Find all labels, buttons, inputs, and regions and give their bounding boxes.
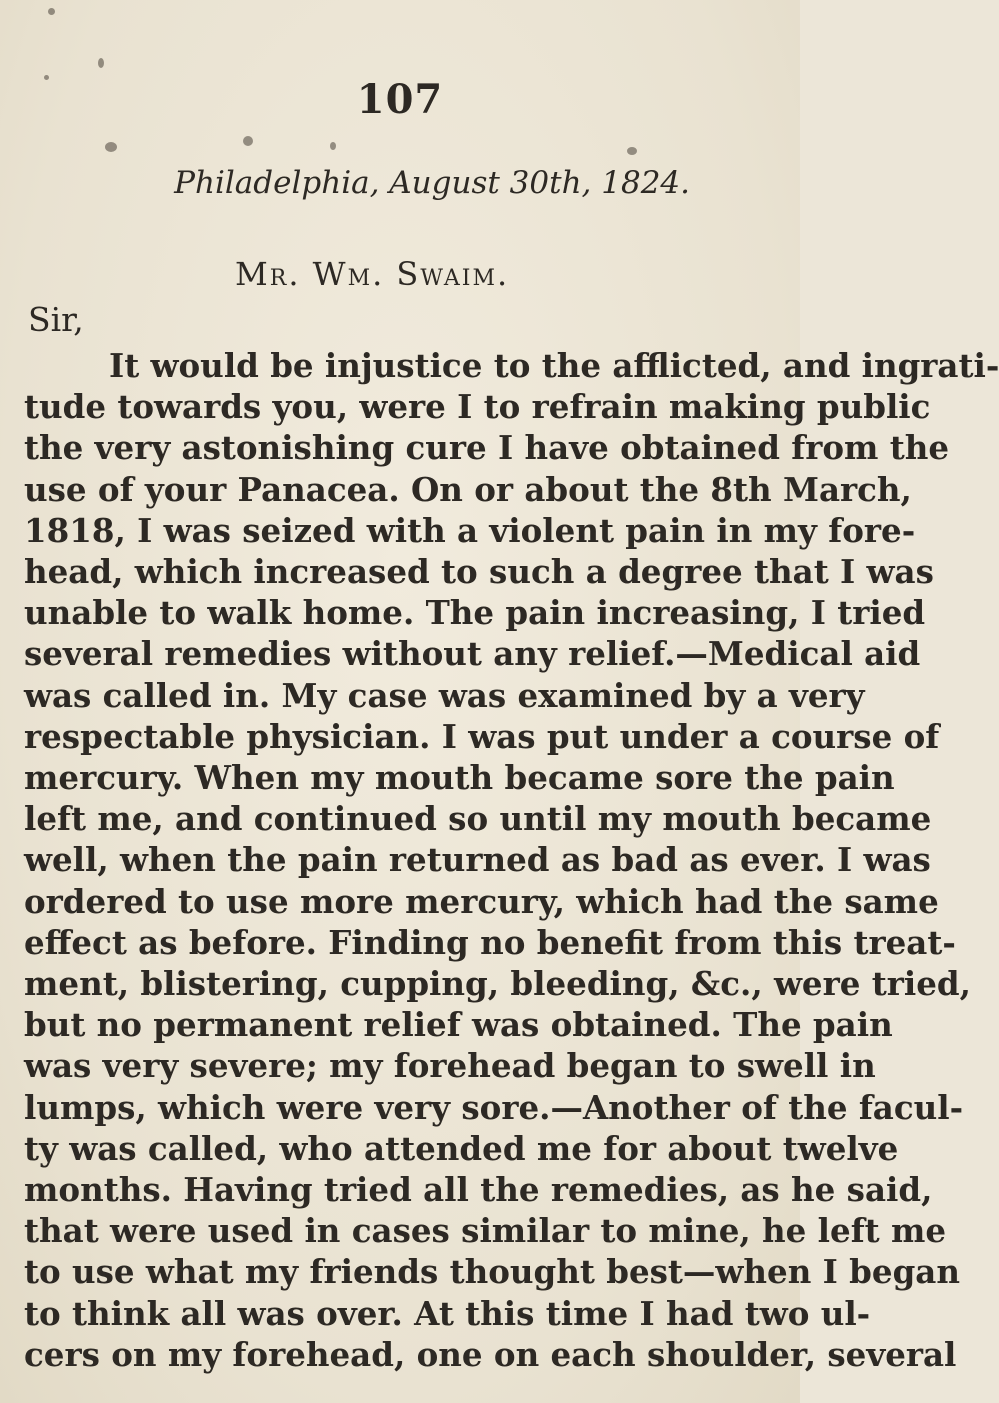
text-line: lumps, which were very sore.—Another of the facul-: [24, 1087, 964, 1127]
text-line: the very astonishing cure I have obtained from the: [24, 428, 950, 468]
ink-spot: [98, 58, 104, 68]
text-line: tude towards you, were I to refrain making public: [24, 387, 931, 427]
ink-spot: [48, 8, 55, 15]
ink-spot: [627, 147, 637, 155]
text-line: but no permanent relief was obtained. The pain: [24, 1005, 893, 1045]
text-line: mercury. When my mouth became sore the pain: [24, 758, 895, 798]
text-line: It would be injustice to the afflicted, and ingrati-: [109, 346, 999, 385]
addressee: Mr. Wm. Swaim.: [235, 255, 510, 293]
text-line: was very severe; my forehead began to swell in: [24, 1046, 876, 1086]
text-line: effect as before. Finding no benefit from this treat-: [24, 922, 956, 962]
text-line: left me, and continued so until my mouth became: [24, 799, 932, 839]
text-line: ment, blistering, cupping, bleeding, &c., were tried,: [24, 964, 971, 1004]
text-line: head, which increased to such a degree that I was: [24, 552, 934, 592]
page-number: 107: [356, 76, 444, 123]
text-line: ty was called, who attended me for about twelve: [24, 1128, 899, 1168]
text-line: cers on my forehead, one on each shoulder, several: [24, 1334, 957, 1374]
ink-spot: [243, 136, 253, 146]
salutation: Sir,: [28, 300, 84, 339]
ink-spot: [330, 142, 336, 150]
ink-spot: [105, 142, 117, 152]
text-line: use of your Panacea. On or about the 8th March,: [24, 469, 912, 509]
text-line: 1818, I was seized with a violent pain in my fore-: [24, 510, 916, 550]
text-line: that were used in cases similar to mine, he left me: [24, 1211, 947, 1251]
text-line: well, when the pain returned as bad as ever. I was: [24, 840, 931, 880]
text-line: months. Having tried all the remedies, as he said,: [24, 1170, 933, 1210]
text-line: several remedies without any relief.—Medical aid: [24, 634, 921, 674]
text-line: ordered to use more mercury, which had the same: [24, 881, 939, 921]
text-line: respectable physician. I was put under a course of: [24, 716, 940, 756]
text-line: was called in. My case was examined by a very: [24, 675, 865, 715]
text-line: to use what my friends thought best—when I began: [24, 1252, 960, 1292]
letter-body: [24, 345, 999, 1375]
text-line: to think all was over. At this time I had two ul-: [24, 1293, 871, 1333]
dateline: Philadelphia, August 30th, 1824.: [174, 165, 690, 201]
text-line: unable to walk home. The pain increasing, I tried: [24, 593, 926, 633]
